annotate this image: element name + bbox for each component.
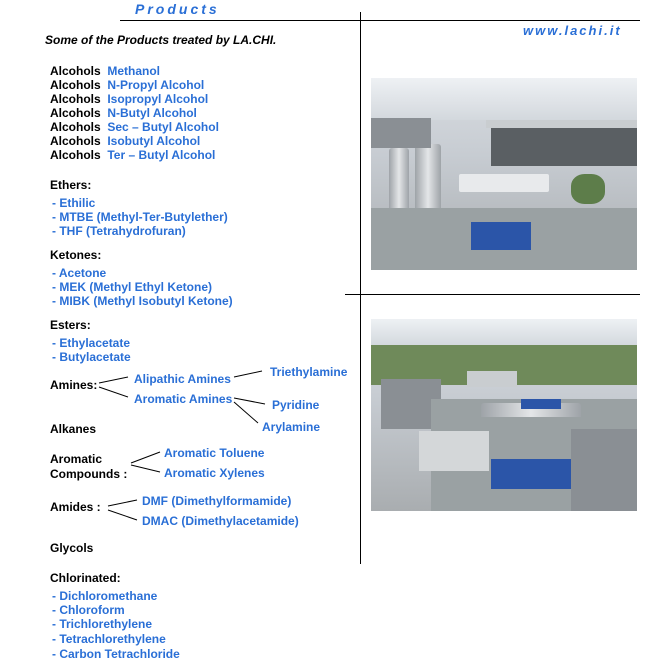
website-link[interactable]: www.lachi.it xyxy=(523,23,622,38)
alcohol-link[interactable]: N-Butyl Alcohol xyxy=(107,106,197,120)
aromatic-heading-line2: Compounds : xyxy=(50,467,128,481)
glycols-heading: Glycols xyxy=(50,541,94,555)
connector-line xyxy=(131,452,160,463)
connector-line xyxy=(99,377,128,383)
plant-photo-top xyxy=(371,78,637,270)
triethylamine-link[interactable]: Triethylamine xyxy=(270,365,348,379)
plant-photo-bottom xyxy=(371,319,637,511)
aromatic-heading-line1: Aromatic xyxy=(50,452,103,466)
connector-line xyxy=(99,387,128,397)
aromatic-toluene-link[interactable]: Aromatic Toluene xyxy=(164,446,265,460)
alcohols-category: Alcohols xyxy=(50,120,101,134)
chlorinated-link[interactable]: - Dichloromethane xyxy=(52,589,158,603)
ether-link[interactable]: - MTBE (Methyl-Ter-Butylether) xyxy=(52,210,228,224)
ester-link[interactable]: - Butylacetate xyxy=(52,350,131,364)
ether-link[interactable]: - Ethilic xyxy=(52,196,96,210)
amines-heading: Amines: xyxy=(50,378,98,392)
alcohol-link[interactable]: Methanol xyxy=(107,64,161,78)
alcohol-link[interactable]: Isopropyl Alcohol xyxy=(107,92,209,106)
connector-line xyxy=(234,371,262,377)
aliphatic-amines-link[interactable]: Alipathic Amines xyxy=(134,372,231,386)
alcohols-category: Alcohols xyxy=(50,64,101,78)
alcohol-link[interactable]: N-Propyl Alcohol xyxy=(107,78,205,92)
connector-line xyxy=(108,500,137,506)
alcohols-category: Alcohols xyxy=(50,134,101,148)
chlorinated-heading: Chlorinated: xyxy=(50,571,121,585)
connector-line xyxy=(131,465,160,472)
page-title: Products xyxy=(135,1,220,17)
aromatic-amines-link[interactable]: Aromatic Amines xyxy=(134,392,233,406)
esters-heading: Esters: xyxy=(50,318,91,332)
connector-line xyxy=(234,402,258,423)
alkanes-heading: Alkanes xyxy=(50,422,97,436)
alcohol-link[interactable]: Ter – Butyl Alcohol xyxy=(107,148,216,162)
dmac-link[interactable]: DMAC (Dimethylacetamide) xyxy=(142,514,299,528)
ketone-link[interactable]: - Acetone xyxy=(52,266,107,280)
chlorinated-link[interactable]: - Trichlorethylene xyxy=(52,617,153,631)
ether-link[interactable]: - THF (Tetrahydrofuran) xyxy=(52,224,186,238)
alcohols-category: Alcohols xyxy=(50,148,101,162)
arylamine-link[interactable]: Arylamine xyxy=(262,420,321,434)
dmf-link[interactable]: DMF (Dimethylformamide) xyxy=(142,494,292,508)
connector-line xyxy=(108,510,137,520)
ethers-heading: Ethers: xyxy=(50,178,92,192)
ketone-link[interactable]: - MEK (Methyl Ethyl Ketone) xyxy=(52,280,213,294)
chlorinated-link[interactable]: - Carbon Tetrachloride xyxy=(52,647,180,661)
ketones-heading: Ketones: xyxy=(50,248,102,262)
connector-line xyxy=(234,398,265,404)
chlorinated-link[interactable]: - Chloroform xyxy=(52,603,125,617)
aromatic-xylenes-link[interactable]: Aromatic Xylenes xyxy=(164,466,265,480)
pyridine-link[interactable]: Pyridine xyxy=(272,398,320,412)
chlorinated-link[interactable]: - Tetrachlorethylene xyxy=(52,632,166,646)
alcohols-category: Alcohols xyxy=(50,106,101,120)
alcohol-link[interactable]: Isobutyl Alcohol xyxy=(107,134,201,148)
alcohol-link[interactable]: Sec – Butyl Alcohol xyxy=(107,120,219,134)
ester-link[interactable]: - Ethylacetate xyxy=(52,336,131,350)
subtitle: Some of the Products treated by LA.CHI. xyxy=(45,33,277,47)
amides-heading: Amides : xyxy=(50,500,101,514)
ketone-link[interactable]: - MIBK (Methyl Isobutyl Ketone) xyxy=(52,294,233,308)
alcohols-category: Alcohols xyxy=(50,78,101,92)
alcohols-category: Alcohols xyxy=(50,92,101,106)
